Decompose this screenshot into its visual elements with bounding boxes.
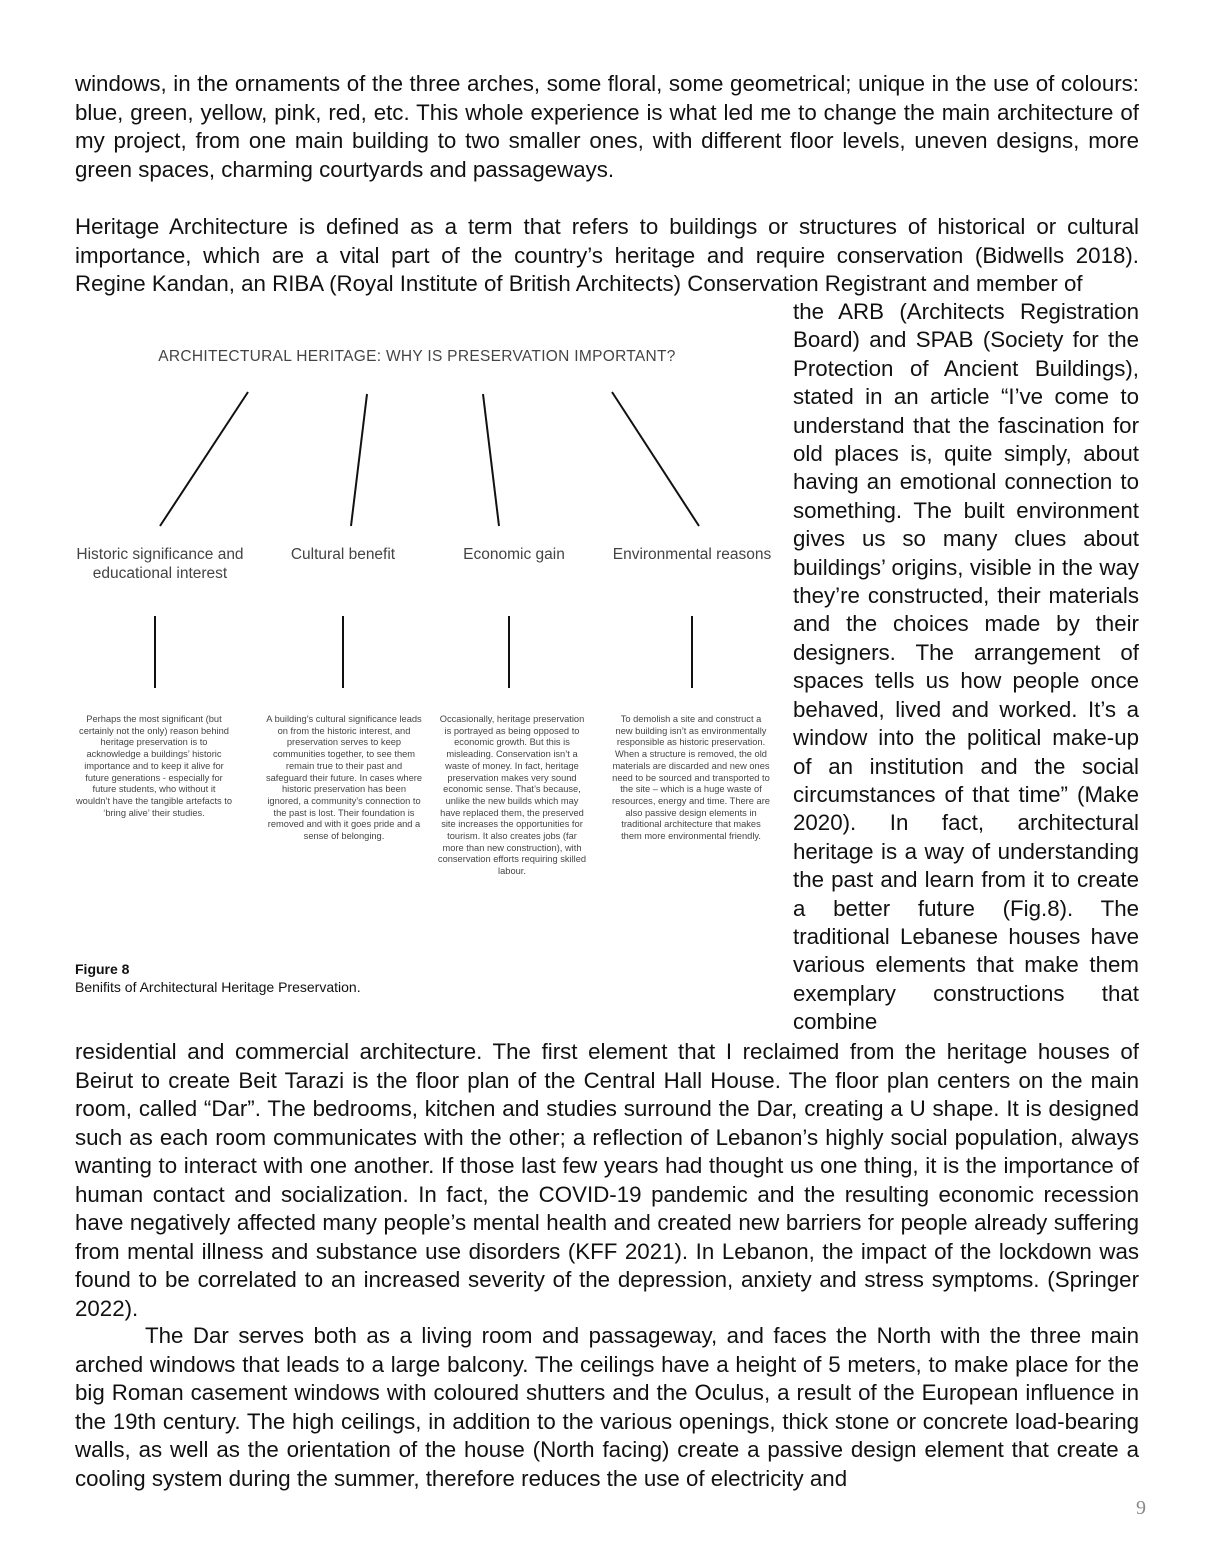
figure-caption-text: Benifits of Architectural Heritage Preservation.	[75, 979, 361, 995]
page-number: 9	[1136, 1497, 1146, 1519]
connector-diagonal-2	[351, 394, 367, 526]
body-paragraph-1: windows, in the ornaments of the three arches, some floral, some geometrical; unique in the use of colours: blue, green, yellow, pink, red, etc. This whole experience is what led me to change the main architecture of my project, from one main building to two smaller ones, with different floor levels, uneven designs, more green spaces, charming courtyards and passageways.	[75, 71, 1139, 182]
category-label-historic: Historic significance and educational interest	[76, 546, 244, 582]
heritage-preservation-diagram	[75, 330, 775, 950]
diagram-title: ARCHITECTURAL HERITAGE: WHY IS PRESERVATION IMPORTANT?	[158, 348, 676, 365]
category-text-historic: Perhaps the most significant (but certainly not the only) reason behind heritage preservation is to acknowledge a buildings’ historic importance and to keep it alive for future generations - especially for future students, who without it wouldn’t have the tangible artefacts to ‘bring alive’ their studies.	[75, 714, 233, 818]
body-paragraph-3: The Dar serves both as a living room and passageway, and faces the North with the three main arched windows that leads to a large balcony. The ceilings have a height of 5 meters, to make place for the big Roman casement windows with coloured shutters and the Oculus, a result of the European influence in the 19th century. The high ceilings, in addition to the various openings, thick stone or concrete load-bearing walls, as well as the orientation of the house (North facing) create a passive design element that create a cooling system during the summer, therefore reduces the use of electricity and	[75, 1323, 1139, 1491]
figure-caption	[75, 960, 361, 996]
body-paragraph-2-side-column: the ARB (Architects Registration Board) and SPAB (Society for the Protection of Ancient Buildings), stated in an article “I’ve come to understand that the fascination for old places is, quite simply, about having an emotional connection to something. The built environment gives us so many clues about buildings’ origins, visible in the way they’re constructed, their materials and the choices made by their designers. The arrangement of spaces tells us how people once behaved, lived and worked. It’s a window into the political make-up of an institution and the social circumstances of that time” (Make 2020). In fact, architectural heritage is a way of understanding the past and learn from it to create a better future (Fig.8). The traditional Lebanese houses have various elements that make them exemplary constructions that combine	[793, 299, 1139, 1035]
body-paragraph-2-continued: residential and commercial architecture. The first element that I reclaimed from the heritage houses of Beirut to create Beit Tarazi is the floor plan of the Central Hall House. The floor plan centers on the main room, called “Dar”. The bedrooms, kitchen and studies surround the Dar, creating a U shape. It is designed such as each room communicates with the other; a reflection of Lebanon’s highly social population, always wanting to interact with one another. If those last few years had thought us one thing, it is the importance of human contact and socialization. In fact, the COVID-19 pandemic and the resulting economic recession have negatively affected many people’s mental health and created new barriers for people already suffering from mental illness and substance use disorders (KFF 2021). In Lebanon, the impact of the lockdown was found to be correlated to an increased severity of the depression, anxiety and stress symptoms. (Springer 2022).	[75, 1039, 1139, 1321]
category-text-environmental: To demolish a site and construct a new building isn’t as environmentally responsible as historic preservation. When a structure is removed, the old materials are discarded and new ones need to be sourced and transported to the site – which is a huge waste of resources, energy and time. There are also passive design elements in traditional architecture that makes them more environmental friendly.	[612, 714, 770, 842]
diagram-connector-lines	[75, 330, 775, 950]
connector-diagonal-4	[612, 392, 699, 526]
connector-diagonal-1	[160, 392, 248, 526]
figure-caption-title: Figure 8	[75, 961, 130, 977]
category-label-economic: Economic gain	[463, 546, 565, 563]
category-label-environmental: Environmental reasons	[612, 546, 772, 563]
body-paragraph-2-intro: Heritage Architecture is defined as a term that refers to buildings or structures of historical or cultural importance, which are a vital part of the country’s heritage and require conservation (Bidwells 2018). Regine Kandan, an RIBA (Royal Institute of British Architects) Conservation Registrant and member of	[75, 214, 1139, 296]
category-text-economic: Occasionally, heritage preservation is portrayed as being opposed to economic growth. But this is misleading. Conservation isn’t a waste of money. In fact, heritage preservation makes very sound economic sense. That’s because, unlike the new builds which may have replaced them, the preserved site increases the opportunities for tourism. It also creates jobs (far more than new construction), with conservation efforts requiring skilled labour.	[437, 714, 587, 877]
category-text-cultural: A building’s cultural significance leads on from the historic interest, and preservation serves to keep communities together, to see them remain true to their past and safeguard their future. In cases where historic preservation has been ignored, a community’s connection to the past is lost. Their foundation is removed and with it goes pride and a sense of belonging.	[265, 714, 423, 842]
connector-diagonal-3	[483, 394, 499, 526]
category-label-cultural: Cultural benefit	[290, 546, 396, 563]
